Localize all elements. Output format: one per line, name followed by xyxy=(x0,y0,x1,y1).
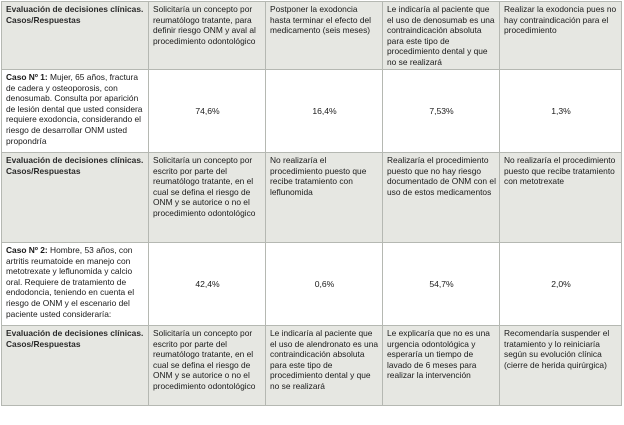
case-description xyxy=(2,70,149,153)
case-description xyxy=(2,243,149,326)
case-title: Caso Nº 1: xyxy=(6,72,48,82)
header-row xyxy=(2,326,622,406)
percentage-cell: 16,4% xyxy=(266,70,383,153)
percentage-cell: 42,4% xyxy=(149,243,266,326)
case-text: Mujer, 65 años, fractura de cadera y osteoporosis, con denosumab. Consulta por aparición de lesión dental que usted considera requiere exodoncia, considerando el riesgo de desarrollar ONM usted propondría xyxy=(6,72,143,146)
percentage-cell: 1,3% xyxy=(500,70,622,153)
option-cell: Realizaría el procedimiento puesto que no hay riesgo documentado de ONM con el uso de estos medicamentos xyxy=(383,153,500,243)
option-cell: Solicitaría un concepto por escrito por parte del reumatólogo tratante, en el cual se defina el riesgo de ONM y se autorice o no el procedimiento odontológico xyxy=(149,153,266,243)
option-cell: Le explicaría que no es una urgencia odontológica y esperaría un tiempo de lavado de 6 meses para realizar la intervención xyxy=(383,326,500,406)
option-cell: Solicitaría un concepto por reumatólogo tratante, para definir riesgo ONM y aval al procedimiento odontológico xyxy=(149,2,266,70)
header-label: Evaluación de decisiones clínicas. Casos/Respuestas xyxy=(2,326,149,406)
option-cell: Recomendaría suspender el tratamiento y lo reiniciaría según su evolución clínica (cierre de herida quirúrgica) xyxy=(500,326,622,406)
case-title: Caso Nº 2: xyxy=(6,245,48,255)
percentage-cell: 0,6% xyxy=(266,243,383,326)
percentage-cell: 7,53% xyxy=(383,70,500,153)
header-label: Evaluación de decisiones clínicas. Casos/Respuestas xyxy=(2,153,149,243)
header-label: Evaluación de decisiones clínicas. Casos/Respuestas xyxy=(2,2,149,70)
option-cell: No realizaría el procedimiento puesto que recibe tratamiento con metotrexate xyxy=(500,153,622,243)
case-row xyxy=(2,70,622,153)
case-text: Hombre, 53 años, con artritis reumatoide en manejo con metotrexate y leflunomida y calcio oral. Requiere de tratamiento de endodoncia, teniendo en cuenta el riesgo de ONM y el escenario del paciente usted consideraría: xyxy=(6,245,135,319)
case-row xyxy=(2,243,622,326)
percentage-cell: 54,7% xyxy=(383,243,500,326)
clinical-decisions-table xyxy=(1,1,622,406)
option-cell: Le indicaría al paciente que el uso de denosumab es una contraindicación absoluta para este tipo de procedimiento dental y que no se realizará xyxy=(383,2,500,70)
option-cell: Realizar la exodoncia pues no hay contraindicación para el procedimiento xyxy=(500,2,622,70)
option-cell: No realizaría el procedimiento puesto que recibe tratamiento con leflunomida xyxy=(266,153,383,243)
option-cell: Le indicaría al paciente que el uso de alendronato es una contraindicación absoluta para este tipo de procedimiento dental y que no se realizará xyxy=(266,326,383,406)
option-cell: Postponer la exodoncia hasta terminar el efecto del medicamento (seis meses) xyxy=(266,2,383,70)
percentage-cell: 74,6% xyxy=(149,70,266,153)
header-row xyxy=(2,2,622,70)
option-cell: Solicitaría un concepto por escrito por parte del reumatólogo tratante, en el cual se defina el riesgo de ONM y se autorice o no el procedimiento odontológico xyxy=(149,326,266,406)
header-row xyxy=(2,153,622,243)
percentage-cell: 2,0% xyxy=(500,243,622,326)
